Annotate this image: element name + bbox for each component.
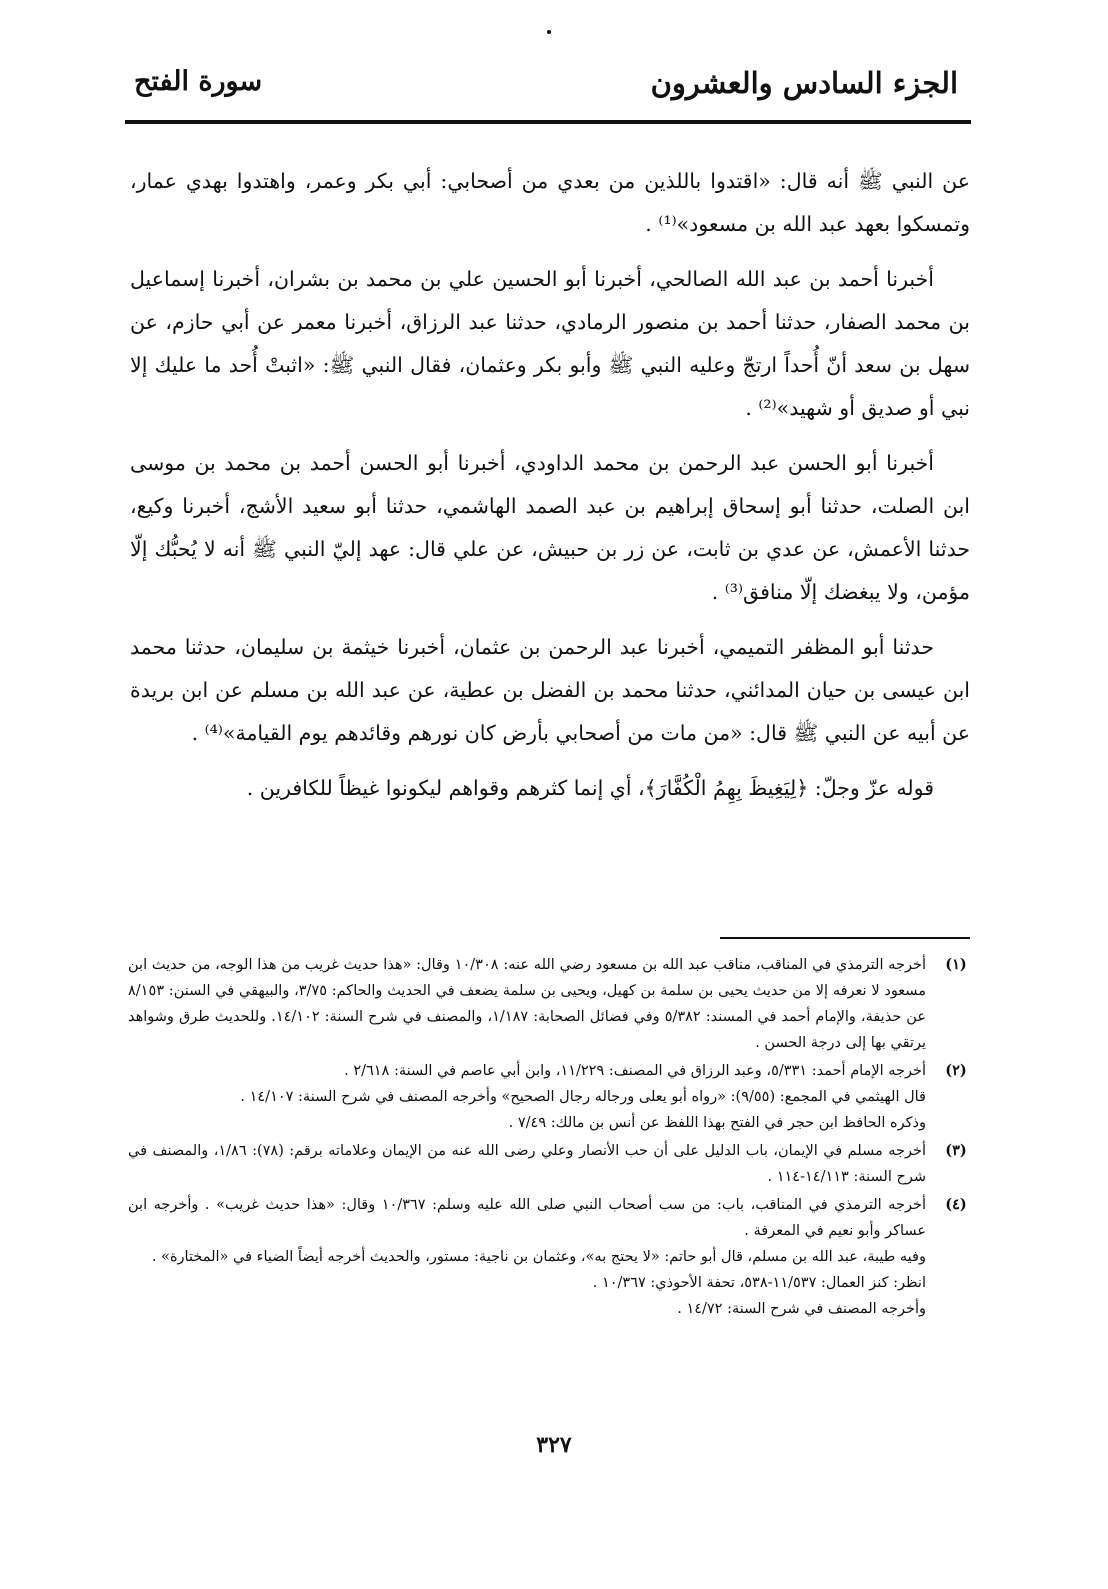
running-header <box>120 62 968 118</box>
footnotes <box>128 952 976 1324</box>
footnote-line: أخرجه الترمذي في المناقب، مناقب عبد الله بن مسعود رضي الله عنه: ١٠/٣٠٨ وقال: «هذا حديث غريب من هذا الوجه، من حديث ابن مسعود لا نعرفه إلا من حديث يحيى بن سلمة بن كهيل، ويحيى بن سلمة يضعف في الحديث والحاكم: ٣/٧٥، والبيهقي في السنن: ٨/١٥٣ عن حذيفة، والإمام أحمد في المسند: ٥/٣٨٢ وفي فضائل الصحابة: ١/١٨٧، والمصنف في شرح السنة: ١٤/١٠٢. وللحديث طرق وشواهد يرتقي بها إلى درجة الحسن . <box>128 957 927 1051</box>
main-text <box>130 160 970 822</box>
footnote-number: (٢) <box>945 1062 967 1079</box>
part-title: الجزء السادس والعشرون <box>650 66 958 100</box>
footnote-rule <box>720 937 970 939</box>
surah-title: سورة الفتح <box>134 66 263 97</box>
page-number: ٣٢٧ <box>536 1432 572 1458</box>
paragraph: أخبرنا أحمد بن عبد الله الصالحي، أخبرنا أبو الحسين علي بن محمد بن بشران، أخبرنا إسماعيل بن محمد الصفار، حدثنا أحمد بن منصور الرمادي، حدثنا عبد الرزاق، أخبرنا معمر عن أبي حازم، عن سهل بن سعد أنّ أُحداً ارتجّ وعليه النبي ﷺ وأبو بكر وعثمان، فقال النبي ﷺ: «اثبتْ أُحد ما عليك إلا نبي أو صديق أو شهيد»⁽²⁾ . <box>130 267 970 420</box>
footnote <box>128 952 976 1056</box>
paragraph: قوله عزّ وجلّ: ﴿لِيَغِيظَ بِهِمُ الْكُفَّارَ﴾، أي إنما كثرهم وقواهم ليكونوا غيظاً للكافرين . <box>246 776 934 800</box>
footnote-line: أخرجه الترمذي في المناقب، باب: من سب أصحاب النبي صلى الله عليه وسلم: ١٠/٣٦٧ وقال: «هذا حديث غريب» . وأخرجه ابن عساكر وأبو نعيم في المعرفة . <box>128 1197 926 1239</box>
header-rule <box>125 120 971 124</box>
footnote-line: وأخرجه المصنف في شرح السنة: ١٤/٧٢ . <box>677 1301 926 1317</box>
footnote-line: وذكره الحافظ ابن حجر في الفتح بهذا اللفظ عن أنس بن مالك: ٧/٤٩ . <box>508 1115 926 1131</box>
paragraph: حدثنا أبو المظفر التميمي، أخبرنا عبد الرحمن بن عثمان، أخبرنا خيثمة بن سليمان، حدثنا محمد ابن عيسى بن حيان المدائني، حدثنا محمد بن الفضل بن عطية، عن عبد الله بن مسلم عن ابن بريدة عن أبيه عن النبي ﷺ قال: «من مات من أصحابي بأرض كان نورهم وقائدهم يوم القيامة»⁽⁴⁾ . <box>130 635 970 745</box>
footnote-number: (٤) <box>945 1196 967 1213</box>
footnote <box>128 1192 976 1322</box>
footnote-line: أخرجه الإمام أحمد: ٥/٣٣١، وعبد الرزاق في المصنف: ١١/٢٢٩، وابن أبي عاصم في السنة: ٢/٦١٨ . <box>344 1063 926 1079</box>
footnote-number: (١) <box>945 956 967 973</box>
footnote-line: أخرجه مسلم في الإيمان، باب الدليل على أن حب الأنصار وعلي رضى الله عنه من الإيمان وعلاماته برقم: (٧٨): ١/٨٦، والمصنف في شرح السنة: ١٤/١١٣-١١٤ . <box>128 1143 926 1185</box>
footnote-line: انظر: كنز العمال: ١١/٥٣٧-٥٣٨، تحفة الأحوذي: ١٠/٣٦٧ . <box>592 1275 926 1291</box>
scan-speck <box>547 30 551 34</box>
footnote-line: وفيه طيبة، عبد الله بن مسلم، قال أبو حاتم: «لا يحتج به»، وعثمان بن ناجية: مستور، والحديث أخرجه أيضاً الضياء في «المختارة» . <box>151 1249 926 1265</box>
footnote-line: قال الهيثمي في المجمع: (٩/٥٥): «رواه أبو يعلى ورجاله رجال الصحيح» وأخرجه المصنف في شرح السنة: ١٤/١٠٧ . <box>240 1089 926 1105</box>
paragraph: أخبرنا أبو الحسن عبد الرحمن بن محمد الداودي، أخبرنا أبو الحسن أحمد بن محمد بن موسى ابن الصلت، حدثنا أبو إسحاق إبراهيم بن عبد الصمد الهاشمي، حدثنا أبو سعيد الأشج، أخبرنا وكيع، حدثنا الأعمش، عن عدي بن ثابت، عن زر بن حبيش، عن علي قال: عهد إليّ النبي ﷺ أنه لا يُحبُّك إلّا مؤمن، ولا يبغضك إلّا منافق⁽³⁾ . <box>130 451 970 604</box>
footnote <box>128 1138 976 1190</box>
paragraph: عن النبي ﷺ أنه قال: «اقتدوا باللذين من بعدي من أصحابي: أبي بكر وعمر، واهتدوا بهدي عمار، وتمسكوا بعهد عبد الله بن مسعود»⁽¹⁾ . <box>130 169 970 236</box>
footnote <box>128 1058 976 1136</box>
footnote-number: (٣) <box>945 1142 967 1159</box>
